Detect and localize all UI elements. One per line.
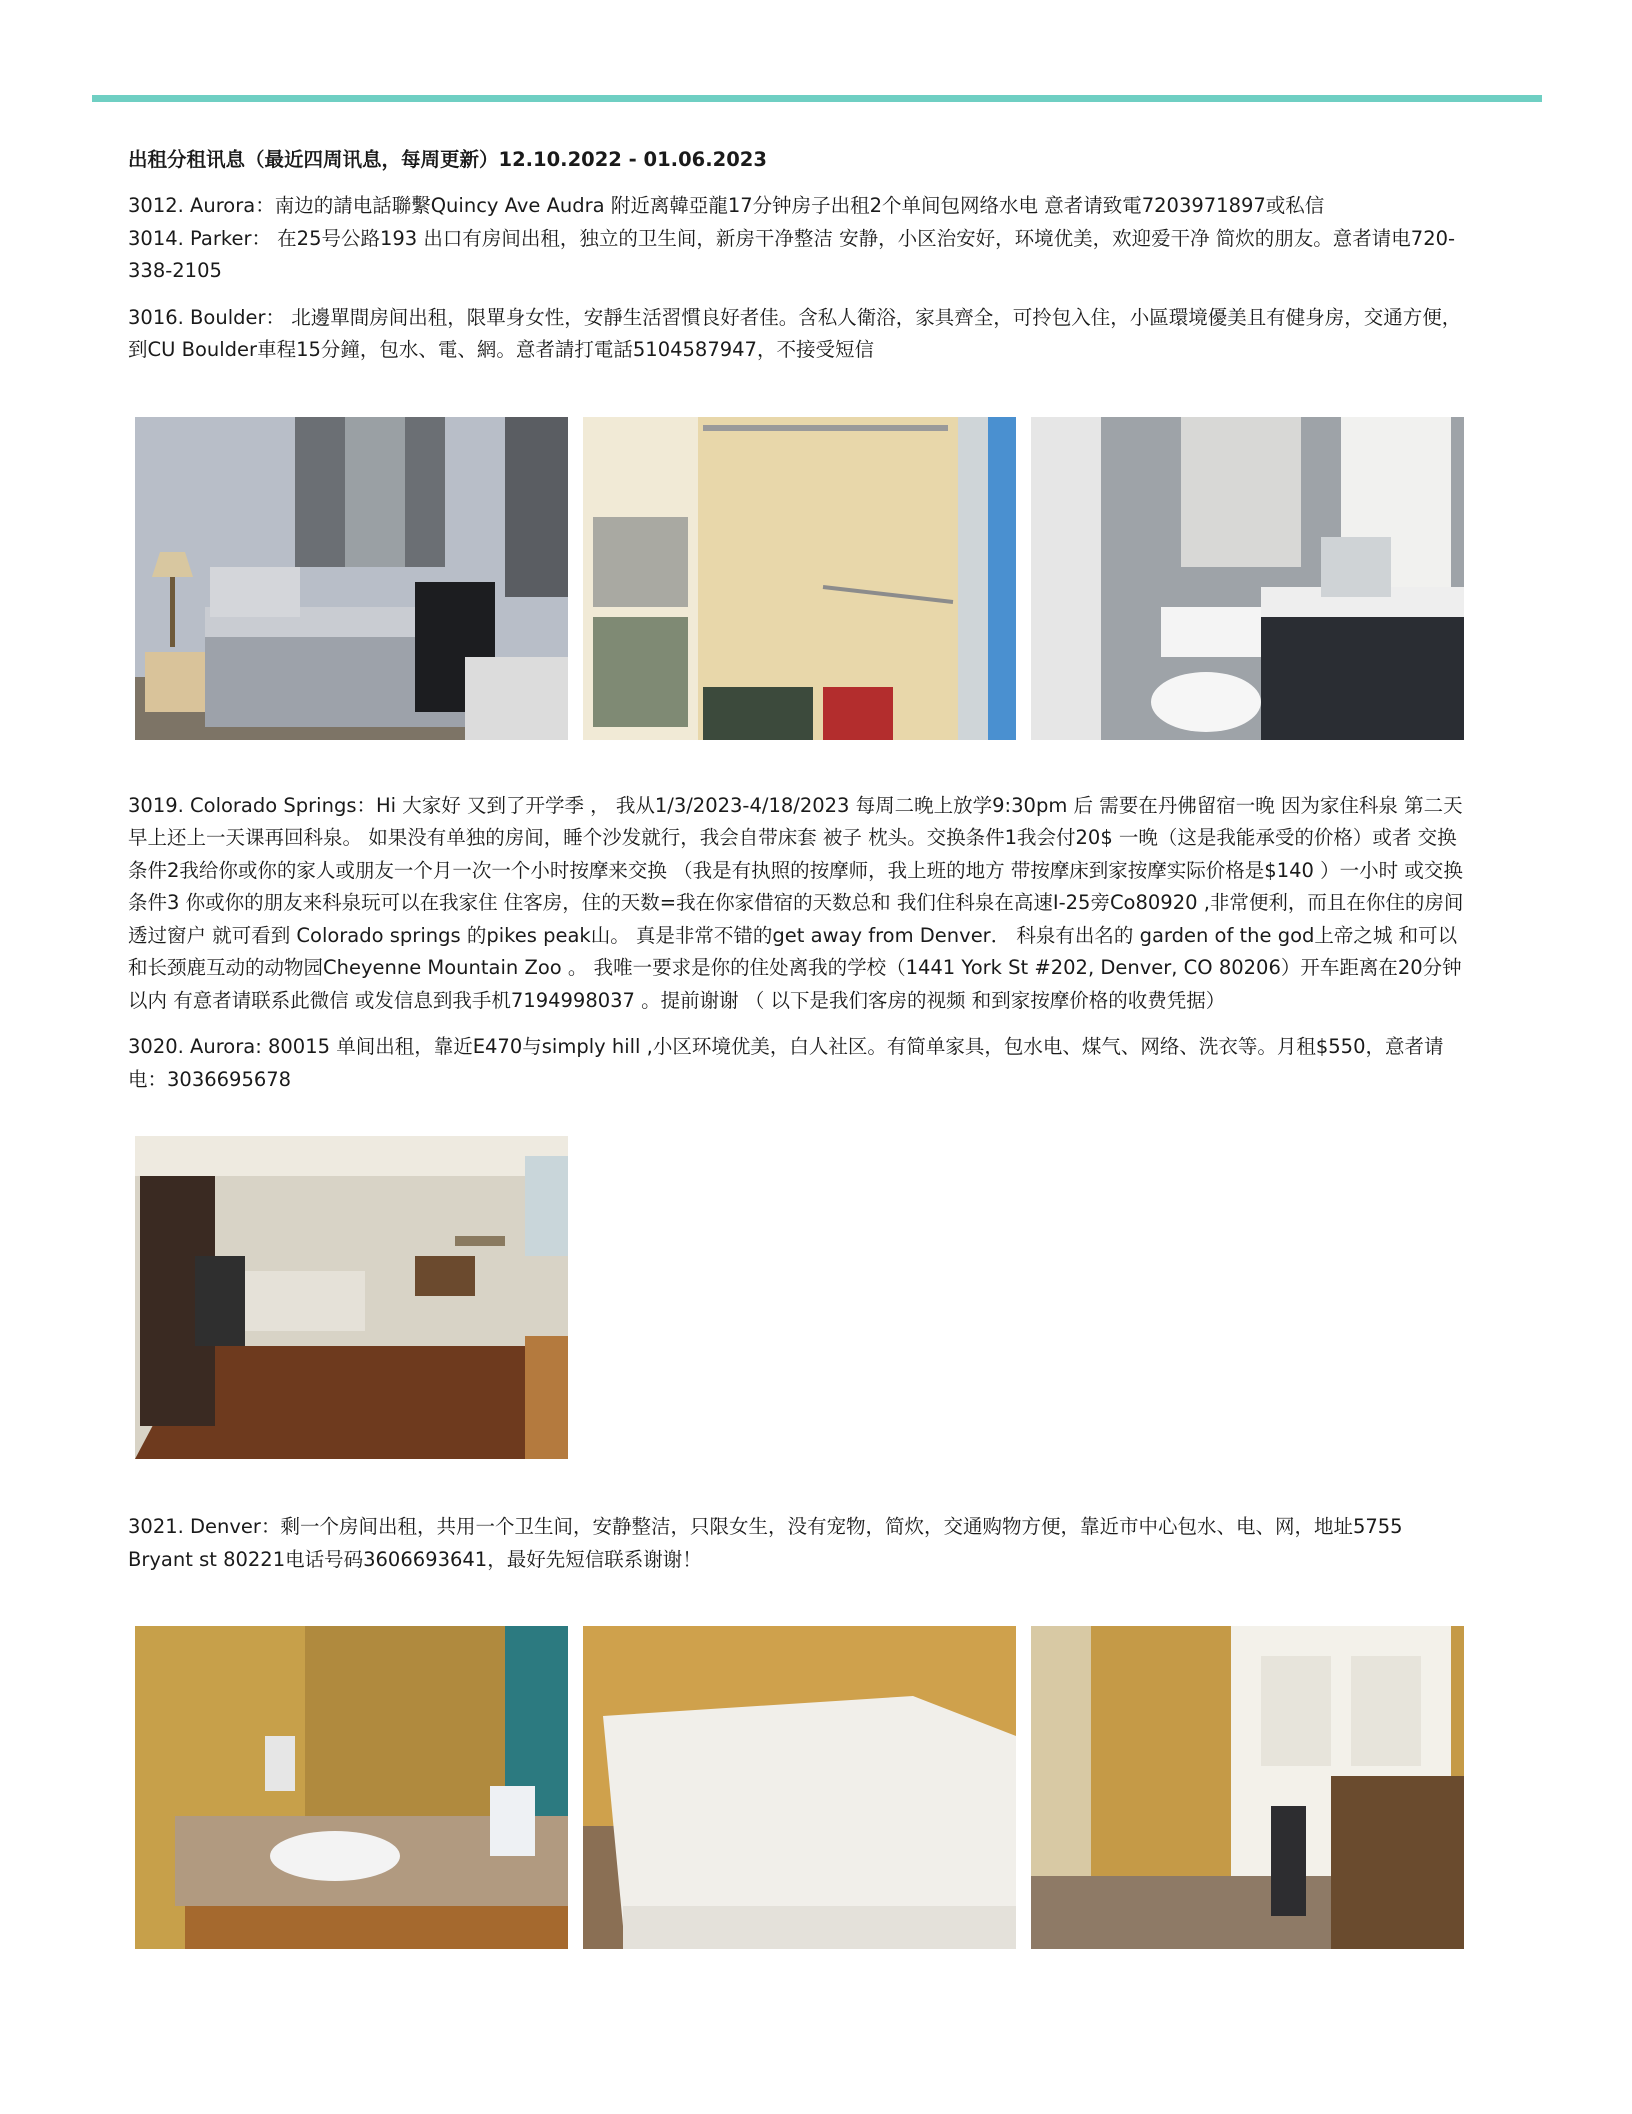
bedroom-photo	[135, 417, 568, 740]
listing-3019: 3019. Colorado Springs：Hi 大家好 又到了开学季 ， 我从1/3/2023-4/18/2023 每周二晚上放学9:30pm 后 需要在丹佛留宿一晚 因为家住科泉 第二天早上还上一天课再回科泉。 如果没有单独的房间，睡个沙发就行，我会自带床套 被子 枕头。交换条件1我会付20$ 一晚（这是我能承受的价格）或者 交换条件2我给你或你的家人或朋友一个月一次一个小时按摩来交换 （我是有执照的按摩师，我上班的地方 带按摩床到家按摩实际价格是$140 ）一小时 或交换条件3 你或你的朋友来科泉玩可以在我家住 住客房，住的天数=我在你家借宿的天数总和 我们住科泉在高速I-25旁Co80920 ,非常便利，而且在你住的房间 透过窗户 就可看到 Colorado springs 的pikes peak山。 真是非常不错的get away from Denver． 科泉有出名的 garden of the god上帝之城 和可以和长颈鹿互动的动物园Cheyenne Mountain Zoo 。 我唯一要求是你的住处离我的学校（1441 York St #202, Denver, CO 80206）开车距离在20分钟以内 有意者请联系此微信 或发信息到我手机7194998037 。提前谢谢 （ 以下是我们客房的视频 和到家按摩价格的收费凭据）	[128, 793, 1464, 1012]
photo-row-denver	[135, 1626, 1473, 1949]
listing-3016: 3016. Boulder： 北邊單間房间出租，限單身女性，安靜生活習慣良好者佳。含私人衛浴，家具齊全，可拎包入住，小區環境優美且有健身房，交通方便，到CU Boulder車程15分鐘，包水、電、網。意者請打電話5104587947，不接受短信	[128, 305, 1462, 361]
listing-3021: 3021. Denver：剩一个房间出租，共用一个卫生间，安静整洁，只限女生，没有宠物，简炊，交通购物方便，靠近市中心包水、电、网，地址5755 Bryant st 80221电话号码3606693641，最好先短信联系谢谢！	[128, 1515, 1403, 1571]
photo-row-boulder	[135, 417, 1473, 740]
vanity-sink-photo	[135, 1626, 568, 1949]
bathroom-photo	[1031, 417, 1464, 740]
page-title: 出租分租讯息（最近四周讯息，每周更新）12.10.2022 - 01.06.2023	[128, 148, 767, 171]
top-accent-rule	[92, 95, 1542, 102]
listing-3020: 3020. Aurora: 80015 单间出租，靠近E470与simply hill ,小区环境优美，白人社区。有简单家具，包水电、煤气、网络、洗衣等。月租$550，意者请电：3036695678	[128, 1035, 1444, 1091]
basement-bedroom-photo	[135, 1136, 568, 1459]
closet-photo	[583, 417, 1016, 740]
door-heater-photo	[1031, 1626, 1464, 1949]
page-content	[128, 144, 1473, 1949]
bed-photo	[583, 1626, 1016, 1949]
listing-3012: 3012. Aurora：南边的請电話聯繫Quincy Ave Audra 附近离韓亞龍17分钟房子出租2个单间包网络水电 意者请致電7203971897或私信	[128, 194, 1325, 217]
photo-row-aurora	[135, 1136, 1473, 1459]
listing-3014: 3014. Parker： 在25号公路193 出口有房间出租，独立的卫生间，新房干净整洁 安静，小区治安好，环境优美，欢迎爱干净 简炊的朋友。意者请电720-338-2105	[128, 226, 1456, 282]
